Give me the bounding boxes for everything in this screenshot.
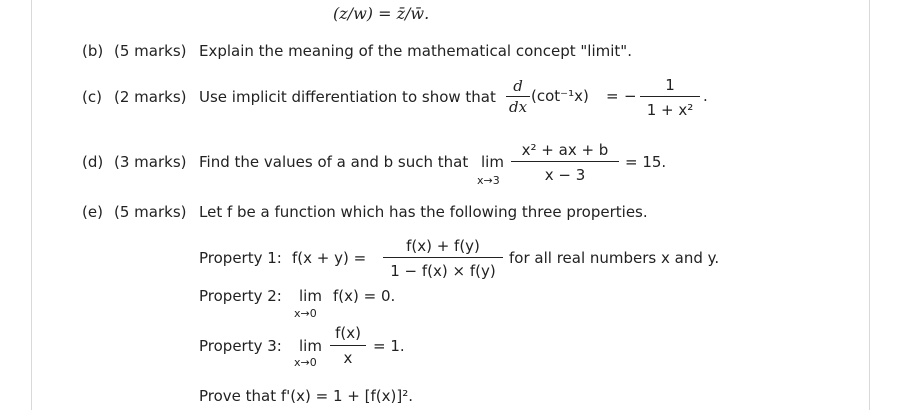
fraction-c-end: . [703,87,708,105]
part-b-text: Explain the meaning of the mathematical concept "limit". [199,42,632,60]
derivative-d: d [513,77,523,95]
derivative-bar [506,96,530,97]
part-b-marks: (5 marks) [114,42,187,60]
part-d-text: Find the values of a and b such that [199,153,469,171]
part-e-text: Let f be a function which has the following three properties. [199,203,648,221]
fraction-d-num: x² + ax + b [521,141,609,159]
property-1-num: f(x) + f(y) [406,237,480,255]
prove-statement: Prove that f'(x) = 1 + [f(x)]². [199,387,413,405]
equals-sign: = [606,87,619,105]
property-2-label: Property 2: [199,287,282,305]
property-2-expr: f(x) = 0. [333,287,396,305]
property-1-tail: for all real numbers x and y. [509,249,720,267]
property-1-bar [383,257,503,258]
property-3-rhs: = 1. [373,337,405,355]
property-1-lhs: f(x + y) = [292,249,367,267]
fraction-c-num: 1 [665,76,675,94]
part-d-marks: (3 marks) [114,153,187,171]
part-b-label: (b) [82,42,104,60]
right-margin-line [869,0,870,410]
property-1-label: Property 1: [199,249,282,267]
part-d-label: (d) [82,153,104,171]
minus-sign: − [624,87,637,105]
fraction-c-bar [640,96,700,97]
fraction-d-bar [511,161,619,162]
lim-d-sub: x→3 [477,174,500,187]
property-3-bar [330,345,366,346]
property-3-den: x [343,349,353,367]
derivative-dx: dx [508,98,528,116]
property-3-label: Property 3: [199,337,282,355]
left-margin-line [31,0,32,410]
lim-2: lim [299,287,322,305]
part-e-label: (e) [82,203,103,221]
lim-3: lim [299,337,322,355]
lim-3-sub: x→0 [294,356,317,369]
part-c-marks: (2 marks) [114,88,187,106]
lim-d: lim [481,153,504,171]
top-equation: (z/w) = z̄/w̄. [333,4,430,23]
lim-2-sub: x→0 [294,307,317,320]
fraction-c-den: 1 + x² [646,101,694,119]
part-e-marks: (5 marks) [114,203,187,221]
part-c-text: Use implicit differentiation to show that [199,88,496,106]
property-1-den: 1 − f(x) × f(y) [390,262,496,280]
fraction-d-rhs: = 15. [625,153,667,171]
part-c-label: (c) [82,88,102,106]
property-3-num: f(x) [335,324,361,342]
derivative-inner: (cot⁻¹x) [531,87,589,105]
fraction-d-den: x − 3 [544,166,586,184]
